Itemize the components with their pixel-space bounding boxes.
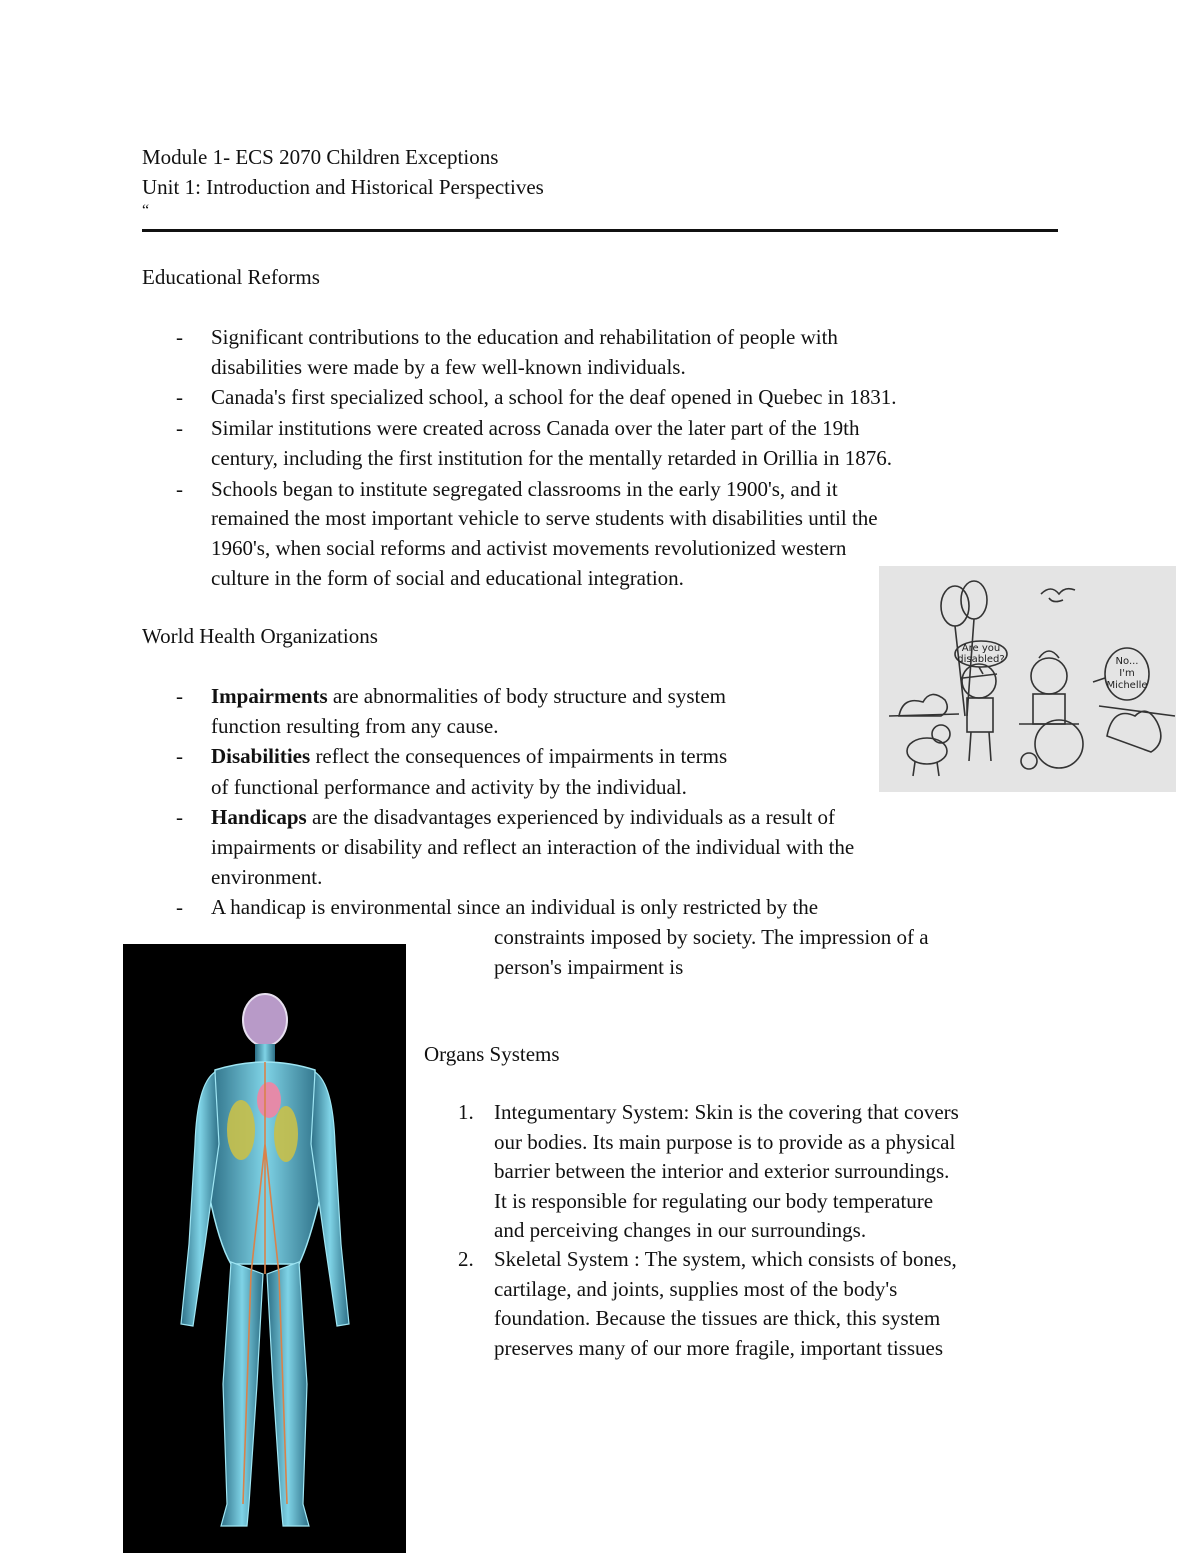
organ-item-1-number: 1. xyxy=(458,1100,474,1124)
disabilities-term: Disabilities xyxy=(211,744,311,768)
reform-bullet-3-line-1: Similar institutions were created across Canada over the later part of the 19th xyxy=(211,416,860,440)
handicaps-line-2: impairments or disability and reflect an interaction of the individual with the xyxy=(211,835,855,859)
unit-title: Unit 1: Introduction and Historical Perspectives xyxy=(142,175,544,199)
reform-bullet-3-line-2: century, including the first institution for the mentally retarded in Orillia in 1876. xyxy=(211,446,892,470)
organ-item-1-line-4: It is responsible for regulating our body temperature xyxy=(494,1189,934,1213)
impairments-line-2: function resulting from any cause. xyxy=(211,714,499,738)
reform-bullet-1-line-1: Significant contributions to the education and rehabilitation of people with xyxy=(211,325,838,349)
bullet-dash: - xyxy=(176,805,183,829)
reform-bullet-4-line-3: 1960's, when social reforms and activist movements revolutionized western xyxy=(211,536,847,560)
bullet-dash: - xyxy=(176,744,183,768)
bullet-dash: - xyxy=(176,477,183,501)
bullet-dash: - xyxy=(176,895,183,919)
organ-item-2-line-2: cartilage, and joints, supplies most of the body's xyxy=(494,1277,898,1301)
impairments-text: are abnormalities of body structure and system xyxy=(327,684,726,708)
speech-right-line-1: No... xyxy=(1115,656,1139,667)
disabilities-text: reflect the consequences of impairments in terms xyxy=(310,744,728,768)
disabilities-line-1 xyxy=(211,741,727,771)
impairments-line-1 xyxy=(211,681,726,711)
who-heading: World Health Organizations xyxy=(142,624,378,648)
organ-item-1-line-3: barrier between the interior and exterior surroundings. xyxy=(494,1159,950,1183)
organ-item-1-line-5: and perceiving changes in our surroundings. xyxy=(494,1218,867,1242)
organs-heading: Organs Systems xyxy=(424,1042,560,1066)
reform-bullet-1-line-2: disabilities were made by a few well-known individuals. xyxy=(211,355,686,379)
module-title: Module 1- ECS 2070 Children Exceptions xyxy=(142,145,499,169)
bullet-dash: - xyxy=(176,325,183,349)
speech-right-line-2: I'm xyxy=(1119,668,1135,679)
educational-reforms-heading: Educational Reforms xyxy=(142,265,320,289)
bullet-dash: - xyxy=(176,416,183,440)
header-rule xyxy=(142,229,1058,232)
disability-cartoon-image xyxy=(879,566,1176,792)
organ-item-2-line-1: Skeletal System : The system, which consists of bones, xyxy=(494,1247,957,1271)
body-figure xyxy=(123,944,406,1553)
cartoon-drawing xyxy=(879,566,1176,792)
bullet-dash: - xyxy=(176,684,183,708)
organ-item-1-line-1: Integumentary System: Skin is the covering that covers xyxy=(494,1100,959,1124)
reform-bullet-4-line-2: remained the most important vehicle to serve students with disabilities until the xyxy=(211,506,878,530)
speech-right-line-3: Michelle xyxy=(1106,680,1148,691)
reform-bullet-4-line-1: Schools began to institute segregated classrooms in the early 1900's, and it xyxy=(211,477,838,501)
handicaps-line-1 xyxy=(211,802,835,832)
human-body-scan-image xyxy=(123,944,406,1553)
environmental-line-3: person's impairment is xyxy=(494,955,684,979)
organ-item-2-number: 2. xyxy=(458,1247,474,1271)
quote-mark: “ xyxy=(142,202,150,219)
disabilities-line-2: of functional performance and activity by the individual. xyxy=(211,775,687,799)
handicaps-line-3: environment. xyxy=(211,865,323,889)
environmental-line-1: A handicap is environmental since an individual is only restricted by the xyxy=(211,895,819,919)
organ-item-1-line-2: our bodies. Its main purpose is to provide as a physical xyxy=(494,1130,956,1154)
bullet-dash: - xyxy=(176,385,183,409)
reform-bullet-4-line-4: culture in the form of social and educational integration. xyxy=(211,566,684,590)
reform-bullet-2-line-1: Canada's first specialized school, a school for the deaf opened in Quebec in 1831. xyxy=(211,385,897,409)
organ-item-2-line-3: foundation. Because the tissues are thick, this system xyxy=(494,1306,941,1330)
speech-left-line-1: Are you xyxy=(961,643,1001,654)
handicaps-term: Handicaps xyxy=(211,805,307,829)
impairments-term: Impairments xyxy=(211,684,328,708)
speech-left-line-2: disabled? xyxy=(957,654,1005,665)
environmental-line-2: constraints imposed by society. The impression of a xyxy=(494,925,929,949)
handicaps-text: are the disadvantages experienced by individuals as a result of xyxy=(306,805,836,829)
organ-item-2-line-4: preserves many of our more fragile, important tissues xyxy=(494,1336,944,1360)
